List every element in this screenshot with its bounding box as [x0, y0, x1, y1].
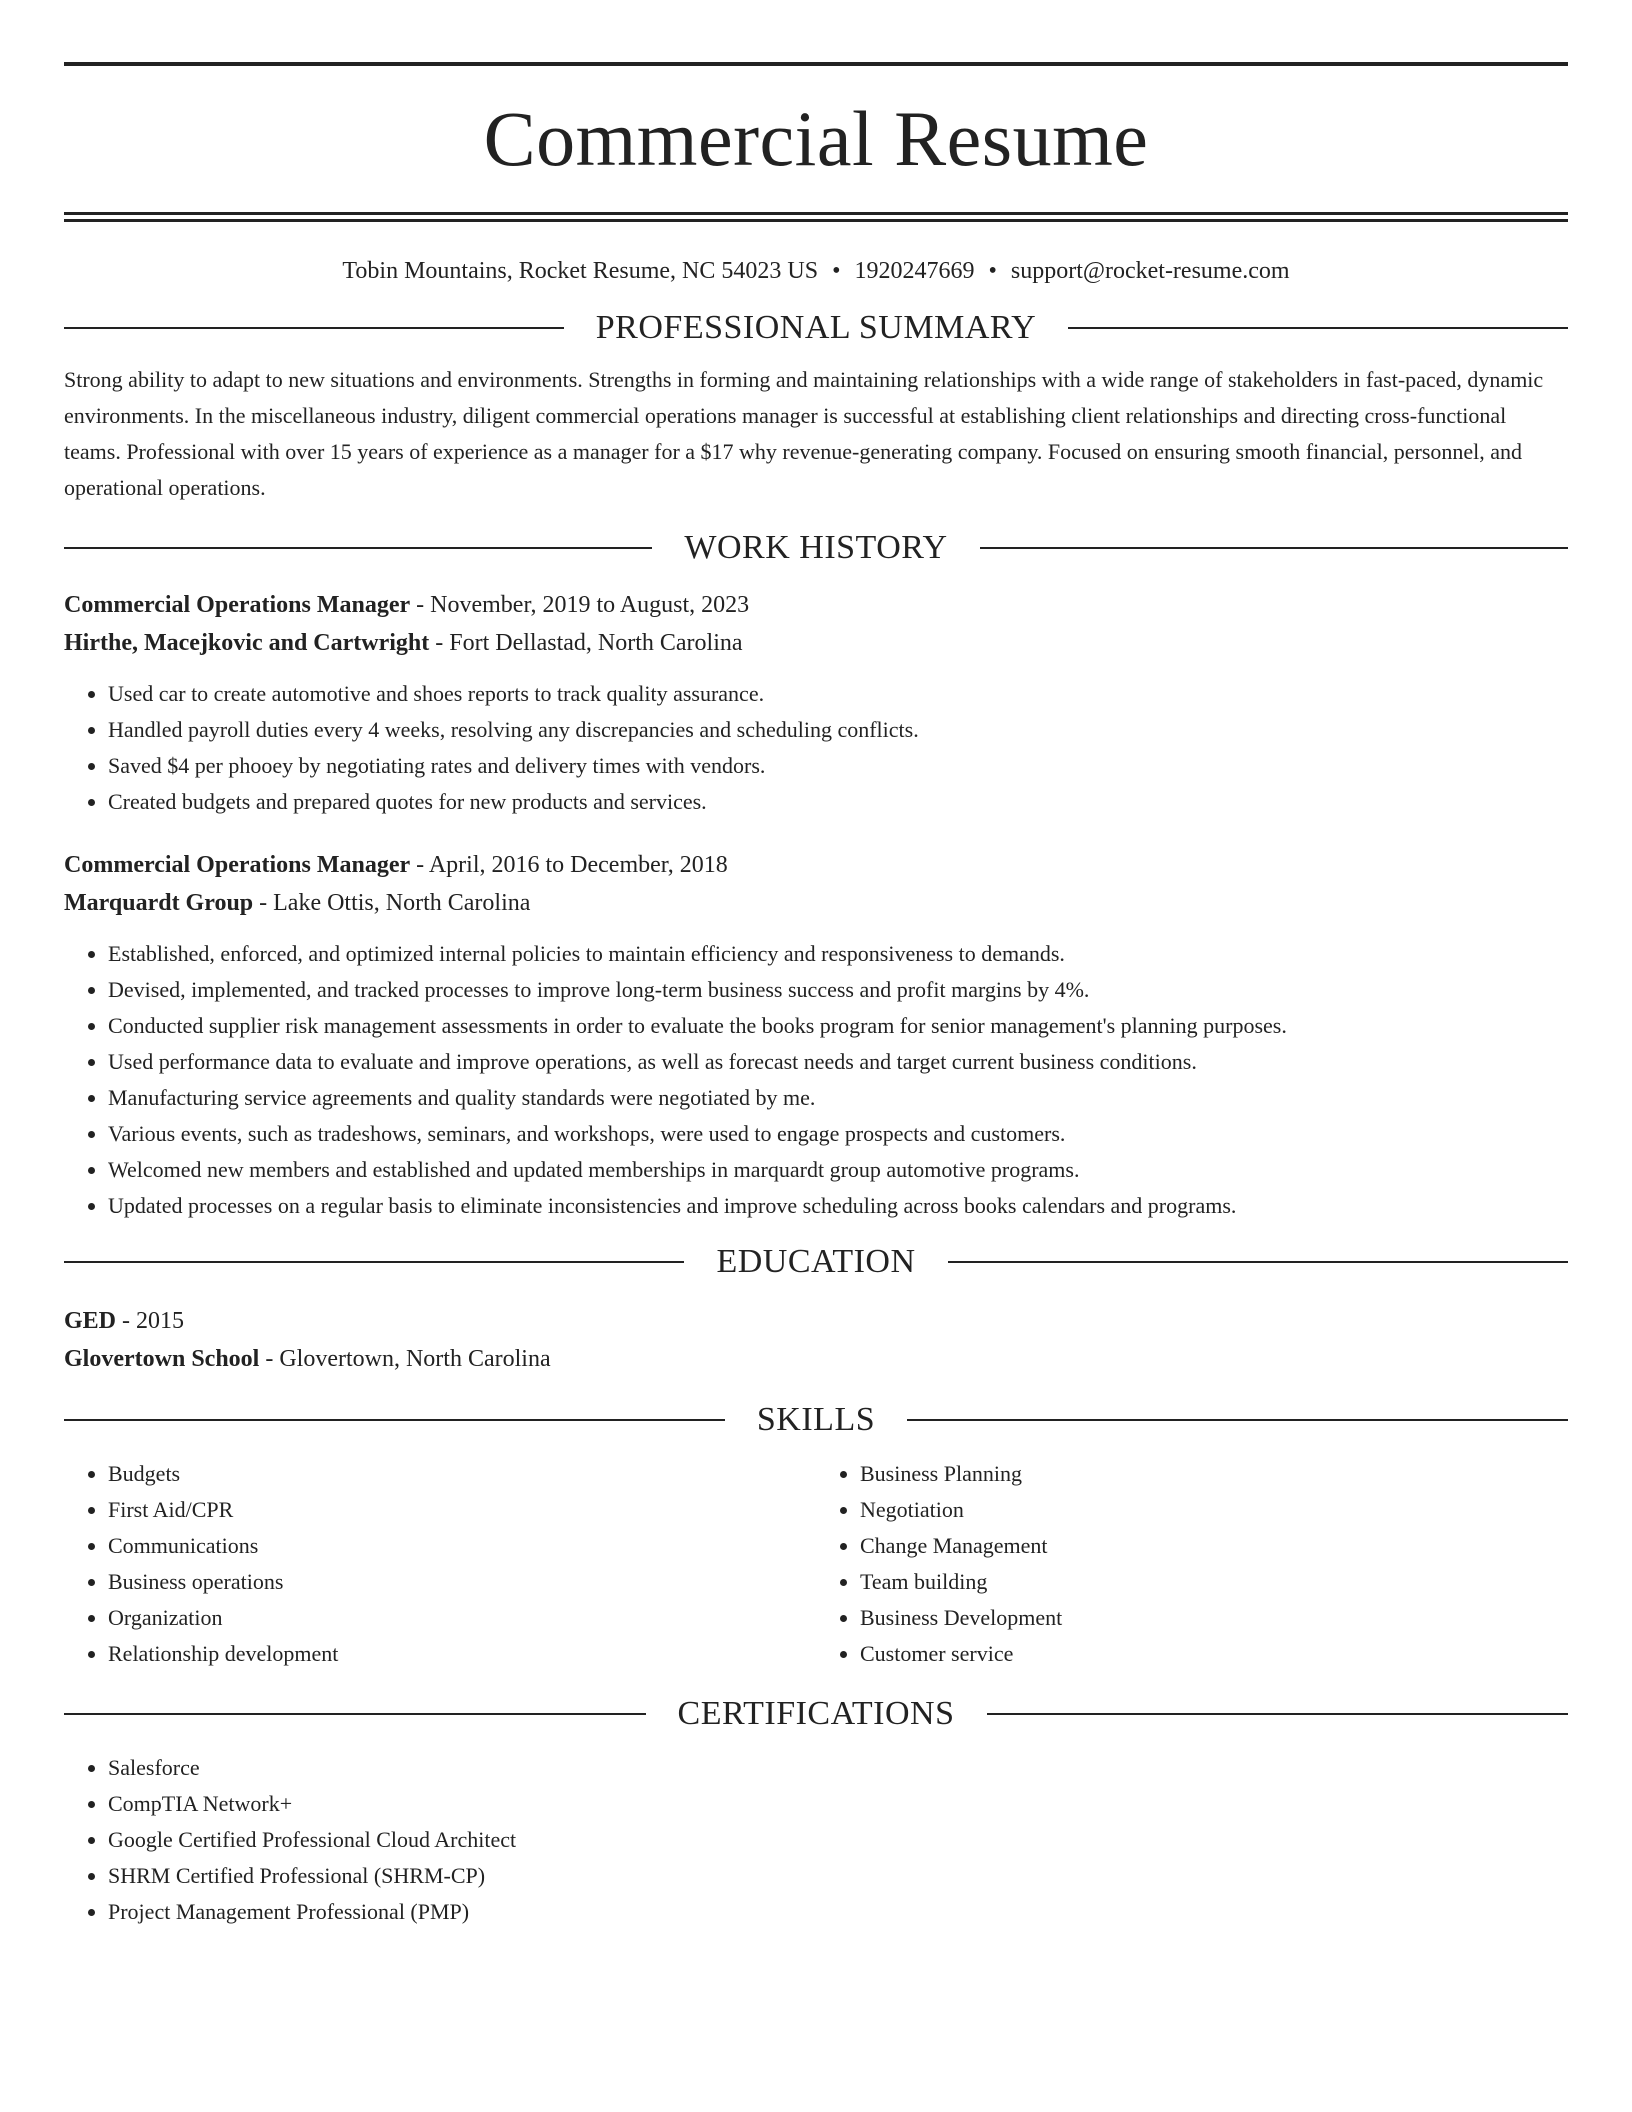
job-bullets — [64, 676, 1568, 820]
section-title-certifications: CERTIFICATIONS — [677, 1695, 955, 1732]
certification-item: • CompTIA Network+ — [108, 1786, 1568, 1822]
contact-phone: 1920247669 — [854, 258, 975, 284]
job-company-line — [64, 624, 1568, 662]
section-title-work: WORK HISTORY — [684, 529, 948, 566]
contact-separator: • — [832, 258, 841, 284]
skill-item: • Negotiation — [860, 1492, 1568, 1528]
contact-separator: • — [988, 258, 997, 284]
job-bullet: • Created budgets and prepared quotes for new products and services. — [108, 784, 1568, 820]
skill-item: • Organization — [108, 1600, 816, 1636]
education-school-line — [64, 1340, 1568, 1378]
job-dates: - November, 2019 to August, 2023 — [410, 592, 750, 618]
skill-item: • Change Management — [860, 1528, 1568, 1564]
education-degree-line — [64, 1302, 1568, 1340]
education-degree: GED — [64, 1308, 117, 1334]
skill-item: • Communications — [108, 1528, 816, 1564]
skill-item: • Relationship development — [108, 1636, 816, 1672]
job-bullet: • Devised, implemented, and tracked processes to improve long-term business success and profit margins by 4%. — [108, 972, 1568, 1008]
job-dates: - April, 2016 to December, 2018 — [410, 852, 728, 878]
heading-rule-left — [64, 547, 652, 549]
skill-item: • Business Development — [860, 1600, 1568, 1636]
job-bullet: • Conducted supplier risk management assessments in order to evaluate the books program for senior management's planning purposes. — [108, 1008, 1568, 1044]
job-bullet: • Handled payroll duties every 4 weeks, resolving any discrepancies and scheduling conflicts. — [108, 712, 1568, 748]
job-bullet: • Welcomed new members and established and updated memberships in marquardt group automotive programs. — [108, 1152, 1568, 1188]
job-bullet: • Updated processes on a regular basis to eliminate inconsistencies and improve scheduling across books calendars and programs. — [108, 1188, 1568, 1224]
skill-item: • Customer service — [860, 1636, 1568, 1672]
skill-item: • First Aid/CPR — [108, 1492, 816, 1528]
certification-item: • SHRM Certified Professional (SHRM-CP) — [108, 1858, 1568, 1894]
heading-rule-left — [64, 1713, 646, 1715]
section-heading-work — [64, 528, 1568, 568]
contact-line — [64, 256, 1568, 286]
heading-rule-right — [907, 1419, 1568, 1421]
skills-column-right — [816, 1456, 1568, 1672]
section-title-summary: PROFESSIONAL SUMMARY — [595, 309, 1037, 346]
education-year: - 2015 — [116, 1308, 185, 1334]
job-bullet: • Used car to create automotive and shoes reports to track quality assurance. — [108, 676, 1568, 712]
job-title: Commercial Operations Manager — [64, 852, 411, 878]
skill-item: • Business operations — [108, 1564, 816, 1600]
job-entry — [64, 846, 1568, 1224]
certifications-list-wrap — [64, 1750, 1568, 1930]
summary-text: Strong ability to adapt to new situations and environments. Strengths in forming and maintaining relationships with a wide range of stakeholders in fast-paced, dynamic environments. In the miscellaneous industry, diligent commercial operations manager is successful at establishing client relationships and directing cross-functional teams. Professional with over 15 years of experience as a manager for a $17 why revenue-generating company. Focused on ensuring smooth financial, personnel, and operational operations. — [64, 367, 1544, 500]
job-title-line — [64, 846, 1568, 884]
job-location: - Fort Dellastad, North Carolina — [429, 630, 743, 656]
top-rule — [64, 62, 1568, 66]
skill-item: • Business Planning — [860, 1456, 1568, 1492]
job-company: Hirthe, Macejkovic and Cartwright — [64, 630, 430, 656]
skills-column-left — [64, 1456, 816, 1672]
certification-item: • Google Certified Professional Cloud Architect — [108, 1822, 1568, 1858]
section-heading-summary — [64, 308, 1568, 348]
job-company-line — [64, 884, 1568, 922]
heading-rule-left — [64, 1261, 684, 1263]
skills-grid — [64, 1456, 1568, 1672]
skill-item: • Team building — [860, 1564, 1568, 1600]
heading-rule-right — [1068, 327, 1568, 329]
education-location: - Glovertown, North Carolina — [259, 1346, 551, 1372]
heading-rule-left — [64, 327, 564, 329]
job-bullet: • Saved $4 per phooey by negotiating rates and delivery times with vendors. — [108, 748, 1568, 784]
job-title: Commercial Operations Manager — [64, 592, 411, 618]
skill-item: • Budgets — [108, 1456, 816, 1492]
section-heading-skills — [64, 1400, 1568, 1440]
contact-email: support@rocket-resume.com — [1010, 258, 1290, 284]
heading-rule-right — [980, 547, 1568, 549]
job-bullet: • Used performance data to evaluate and improve operations, as well as forecast needs and target current business conditions. — [108, 1044, 1568, 1080]
education-entry — [64, 1302, 1568, 1378]
contact-address: Tobin Mountains, Rocket Resume, NC 54023 US — [342, 258, 819, 284]
job-bullet: • Established, enforced, and optimized internal policies to maintain efficiency and responsiveness to demands. — [108, 936, 1568, 972]
page-title: Commercial Resume — [483, 95, 1149, 182]
title-double-rule — [64, 212, 1568, 222]
section-title-education: EDUCATION — [716, 1243, 916, 1280]
section-title-skills: SKILLS — [756, 1401, 876, 1438]
job-title-line — [64, 586, 1568, 624]
certification-item: • Project Management Professional (PMP) — [108, 1894, 1568, 1930]
job-company: Marquardt Group — [64, 890, 254, 916]
heading-rule-left — [64, 1419, 725, 1421]
job-location: - Lake Ottis, North Carolina — [253, 890, 531, 916]
job-bullets — [64, 936, 1568, 1224]
job-bullet: • Various events, such as tradeshows, seminars, and workshops, were used to engage prospects and customers. — [108, 1116, 1568, 1152]
heading-rule-right — [987, 1713, 1569, 1715]
education-school: Glovertown School — [64, 1346, 260, 1372]
section-heading-education — [64, 1242, 1568, 1282]
certification-item: • Salesforce — [108, 1750, 1568, 1786]
heading-rule-right — [948, 1261, 1568, 1263]
job-bullet: • Manufacturing service agreements and quality standards were negotiated by me. — [108, 1080, 1568, 1116]
job-entry — [64, 586, 1568, 820]
certifications-list — [64, 1750, 1568, 1930]
section-heading-certifications — [64, 1694, 1568, 1734]
